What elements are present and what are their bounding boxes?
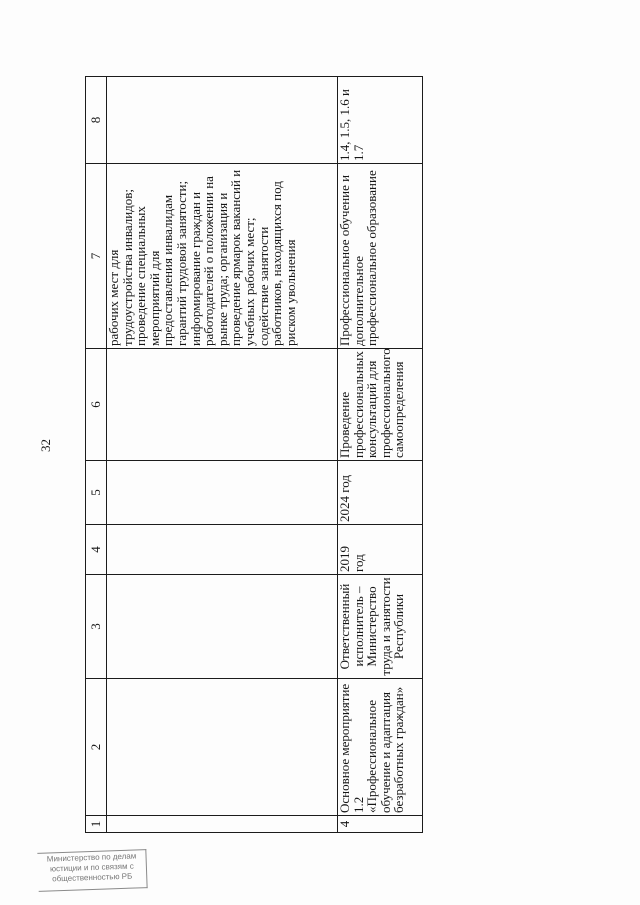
cont-cell-8 [107, 77, 338, 164]
col-header-1: 1 [86, 816, 107, 833]
stamp-line-3: общественностью РБ [52, 871, 133, 884]
stamp-line-1: Министерство по делам [46, 851, 137, 864]
header-row [86, 77, 107, 833]
end-year: 2024 год [338, 461, 423, 525]
cont-cell-6 [107, 349, 338, 461]
expected-result: Профессиональное обучение и дополнительное профессиональное образование [338, 164, 423, 349]
ministry-stamp [37, 849, 147, 892]
program-table [85, 76, 423, 833]
col-header-6: 6 [86, 349, 107, 461]
cont-cell-7-text: рабочих мест для трудоустройства инвалидов; проведение специальных мероприятий для предоставления инвалидам гарантий трудовой занятости; информирование граждан и работодателей о положении на рынке труда; организация и проведение ярмарок вакансий и учебных рабочих мест; содействие занятости работников, находящихся под риском увольнения [107, 164, 338, 349]
cont-cell-1 [107, 816, 338, 833]
program-table-sheet [85, 77, 591, 833]
continuation-row [107, 77, 338, 833]
col-header-7: 7 [86, 164, 107, 349]
related-indicators: 1.4, 1.5, 1.6 и 1.7 [338, 77, 423, 164]
table-row [338, 77, 423, 833]
cont-cell-4 [107, 525, 338, 575]
cont-cell-3 [107, 575, 338, 679]
cont-cell-2 [107, 679, 338, 816]
col-header-5: 5 [86, 461, 107, 525]
col-header-2: 2 [86, 679, 107, 816]
page-number: 32 [38, 439, 53, 452]
col-header-3: 3 [86, 575, 107, 679]
start-year: 2019 год [338, 525, 423, 575]
cont-cell-5 [107, 461, 338, 525]
col-header-8: 8 [86, 77, 107, 164]
stamp-line-2: юстиции и по связям с [49, 861, 134, 874]
measure-name: Основное мероприятие 1.2 «Профессиональное обучение и адаптация безработных граждан» [338, 679, 423, 816]
col-header-4: 4 [86, 525, 107, 575]
row-number: 4 [338, 816, 423, 833]
responsible-executor: Ответственный исполнитель – Министерство труда и занятости Республики [338, 575, 423, 679]
measure-content: Проведение профессиональных консультаций для профессионального самоопределения [338, 349, 423, 461]
